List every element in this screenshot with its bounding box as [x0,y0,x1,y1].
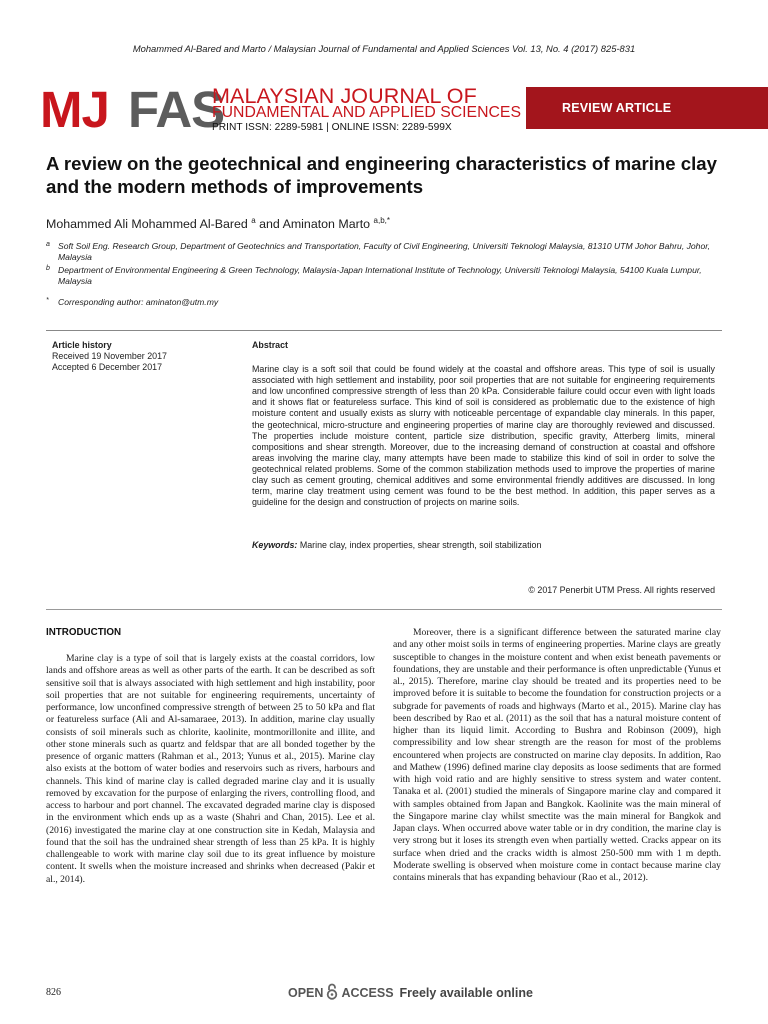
section-heading-introduction: INTRODUCTION [46,627,122,638]
affiliation-text: Soft Soil Eng. Research Group, Department of Geotechnics and Transportation, Faculty of Civil Engineering, Universiti Teknologi Malaysia, 81310 UTM Johor Bahru, Johor, Malaysia [58,241,711,262]
logo-journal-name-line1: MALAYSIAN JOURNAL OF [212,84,477,108]
open-access-tagline: Freely available online [399,986,533,1000]
author-affiliation-mark: a [251,216,256,225]
abstract [252,340,715,508]
author-list [46,216,390,231]
logo-acronym-gray: FAS [128,81,225,138]
abstract-text: Marine clay is a soft soil that could be found widely at the coastal and offshore areas. This type of soil is usually associated with high settlement and instability, poor soil properties that are not suitable for engineering requirements and low unconfined compressive strength of less than 20 kPa. Considerable failure could occur even with light loads and it shows flat or featureless surface. This kind of soil is considered as problematic due to the existence of high moisture content and usually exists as slurry with noticeable percentage of expandable clay minerals. In this paper, the geotechnical, micro-structure and engineering properties of marine clay are thoroughly reviewed and discussed. The properties include moisture content, particle size distribution, specific gravity, Atterberg limits, mineral compositions and shear strength. Moreover, due to the increasing demand of construction at coastal and offshore areas involving the marine clay, many attempts have been made to stabilize this kind of soil in order to solve the geotechnical related problems. Some of the common stabilization methods used to improve the properties of marine clay such as cement grouting, chemical additives and some environmental friendly additives are discussed. In long term, marine clay treatment using cement was found to be the best method. In addition, this paper serves as a guideline for the design and construction of projects on marine soils. [252,364,715,508]
logo-issn: PRINT ISSN: 2289-5981 | ONLINE ISSN: 2289-599X [212,122,452,133]
author-name: Mohammed Ali Mohammed Al-Bared [46,217,248,232]
affiliation-a [46,241,726,263]
logo-acronym-red: MJ [40,81,109,138]
body-paragraph: Moreover, there is a significant difference between the saturated marine clay and any other moist soils in terms of engineering properties. Marine clays are greatly susceptible to changes in the moisture content and when exist beneath pavements or foundations, they are unstable and their performance is often unpredictable (Yunus et al., 2015). Therefore, marine clay should be treated and its properties need to be improved before it is suitable to become the foundation for construction projects or a subgrade for pavements of roads and highways (Marto et al., 2015). Marine clay has been described by Rao et al. (2011) as the soil that has a natural moisture content of higher than its liquid limit. According to Bushra and Robinson (2009), high compressibility and low shear strength are the reason for most of the problems encountered when projects are constructed on marine clay deposits. In addition, Rao and Mathew (1996) defined marine clay deposits as loose sediments that are formed with high void ratio and are highly sensitive to stress system and water content. Tanaka et al. (2001) studied the minerals of Singapore marine clay and compared it with samples obtained from Japan and Bangkok. Kaolinite was the main mineral of the Singapore marine clay whilst smectite was the main mineral for Bangkok and Japan clays. When occurred above water table or in dry condition, the marine clay is very strong but it loses its strength even when partially wetted. Cracks appear on its surface when dried and the cracks width is almost 250-500 mm with 1 m depth. Moderate swelling is observed when moisture come in contact because marine clay contains minerals that has expanding behaviour (Rao et al., 2012). [393,627,721,883]
corresponding-author-text: Corresponding author: aminaton@utm.my [58,297,219,307]
divider [46,330,722,331]
open-access-open: OPEN [288,986,324,1000]
affiliation-mark: b [46,265,50,272]
affiliation-b [46,265,726,287]
author-name: Aminaton Marto [282,217,371,232]
author-affiliation-mark: a,b,* [373,216,390,225]
corresponding-author [46,297,726,308]
affiliation-mark: a [46,241,50,248]
accepted-date: Accepted 6 December 2017 [52,362,163,372]
affiliation-text: Department of Environmental Engineering & Green Technology, Malaysia-Japan International Institute of Technology, Universiti Teknologi Malaysia, 54100 Kuala Lumpur, Malaysia [58,265,702,286]
logo-journal-name-line2: FUNDAMENTAL AND APPLIED SCIENCES [212,104,521,121]
affiliation-mark: * [46,297,49,304]
article-history [52,340,237,373]
open-access-footer [288,983,533,1003]
page-number: 826 [46,987,61,998]
open-access-lock-icon [326,983,338,1003]
divider [46,609,722,610]
article-title: A review on the geotechnical and engineering characteristics of marine clay and the modern methods of improvements [46,153,717,197]
article-history-heading: Article history [52,340,112,350]
abstract-heading: Abstract [252,340,289,350]
body-paragraph: Marine clay is a type of soil that is largely exists at the coastal corridors, low lands and offshore areas as well as other parts of the earth. It can be described as soft sensitive soil that is always associated with high settlement and high instability, poor soil properties that are not suitable for engineering requirements, uncertainty of performance, low unconfined compressive strength of between 25 to 50 kPa and flat or featureless surface (Ali and Al-samaraee, 2013). In addition, marine clay usually consists of soil minerals such as chlorite, kaolinite, montmorillonite and illite, and other stone minerals such as quartz and feldspar that are all bonded together by the presence of organic matters (Rahman et al., 2013; Yunus et al., 2015). Marine clay also exists at the bottom of water bodies and reservoirs such as rivers, harbours and channels. This kind of marine clay is called degraded marine clay and it is usually removed by excavation for the purpose of enlarging the rivers, controlling flood, and access to harbour and port channel. The excavated degraded marine clay is disposed in the environment which ends up as a waste (Shahri and Chan, 2015). Lee et al. (2016) investigated the marine clay at one construction site in Kedah, Malaysia and found that the soil has the undrained shear strength of less than 25 kPa. It is highly challengeable to work with marine clay soil due to its great influence by moisture content. It swells when the moisture increased and shrinks when decreased (Pakir et al., 2014). [46,653,375,885]
author-conjunction: and [259,217,280,232]
running-head: Mohammed Al-Bared and Marto / Malaysian Journal of Fundamental and Applied Sciences Vol. 13, No. 4 (2017) 825-831 [132,43,636,54]
keywords-text: Marine clay, index properties, shear strength, soil stabilization [299,540,542,550]
open-access-access: ACCESS [341,986,394,1000]
journal-logo [40,81,521,138]
copyright-notice: © 2017 Penerbit UTM Press. All rights reserved [528,585,715,595]
body-column-right [393,627,721,884]
received-date: Received 19 November 2017 [52,351,167,361]
keywords-label: Keywords: [252,540,298,550]
body-column-left [46,653,375,886]
article-type-badge: REVIEW ARTICLE [526,87,768,129]
keywords [252,540,541,550]
